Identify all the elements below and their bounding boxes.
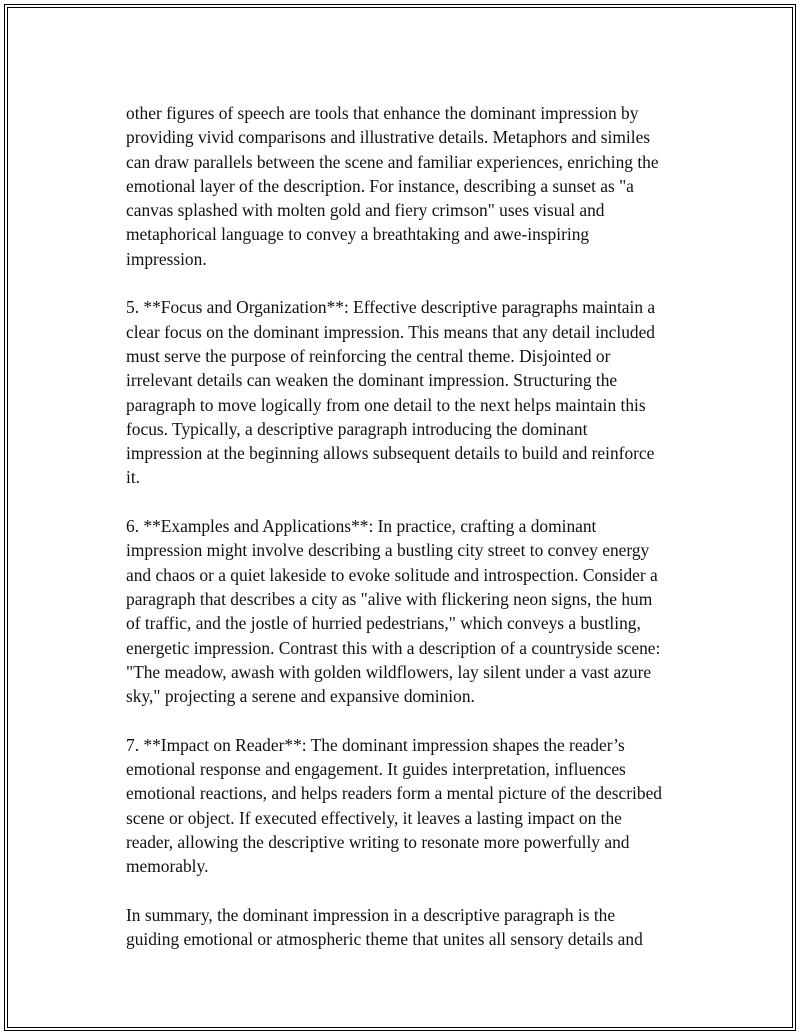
text-line: reader, allowing the descriptive writing to resonate more powerfully and — [126, 831, 630, 852]
text-line: metaphorical language to convey a breathtaking and awe-inspiring — [126, 224, 590, 245]
text-line: sky," projecting a serene and expansive dominion. — [126, 686, 475, 707]
paragraph-figures-of-speech — [126, 101, 698, 271]
text-line: memorably. — [126, 856, 209, 877]
text-line: paragraph to move logically from one detail to the next helps maintain this — [126, 394, 646, 415]
text-line: 5. **Focus and Organization**: Effective descriptive paragraphs maintain a — [126, 297, 656, 318]
text-line: energetic impression. Contrast this with a description of a countryside scene: — [126, 637, 661, 658]
paragraph-summary — [126, 903, 698, 952]
text-line: clear focus on the dominant impression. This means that any detail included — [126, 321, 655, 342]
paragraph-examples-and-applications — [126, 514, 698, 708]
text-line: impression might involve describing a bustling city street to convey energy — [126, 540, 650, 561]
text-line: of traffic, and the jostle of hurried pedestrians," which conveys a bustling, — [126, 613, 641, 634]
text-line: it. — [126, 467, 141, 488]
text-line: emotional response and engagement. It guides interpretation, influences — [126, 759, 626, 780]
text-line: must serve the purpose of reinforcing the central theme. Disjointed or — [126, 345, 611, 366]
text-line: can draw parallels between the scene and familiar experiences, enriching the — [126, 151, 659, 172]
text-line: impression at the beginning allows subsequent details to build and reinforce — [126, 443, 655, 464]
text-line: impression. — [126, 248, 207, 269]
text-line: guiding emotional or atmospheric theme that unites all sensory details and — [126, 929, 643, 950]
text-line: irrelevant details can weaken the dominant impression. Structuring the — [126, 370, 618, 391]
text-line: paragraph that describes a city as "alive with flickering neon signs, the hum — [126, 588, 653, 609]
text-line: scene or object. If executed effectively, it leaves a lasting impact on the — [126, 807, 622, 828]
text-line: focus. Typically, a descriptive paragraph introducing the dominant — [126, 418, 588, 439]
text-line: 7. **Impact on Reader**: The dominant impression shapes the reader’s — [126, 734, 625, 755]
text-line: "The meadow, awash with golden wildflowers, lay silent under a vast azure — [126, 661, 652, 682]
text-line: providing vivid comparisons and illustrative details. Metaphors and similes — [126, 127, 651, 148]
document-body — [126, 101, 698, 976]
text-line: 6. **Examples and Applications**: In practice, crafting a dominant — [126, 516, 597, 537]
text-line: canvas splashed with molten gold and fiery crimson" uses visual and — [126, 200, 605, 221]
text-line: In summary, the dominant impression in a descriptive paragraph is the — [126, 904, 616, 925]
paragraph-impact-on-reader — [126, 733, 698, 879]
text-line: emotional layer of the description. For instance, describing a sunset as "a — [126, 175, 634, 196]
text-line: emotional reactions, and helps readers form a mental picture of the described — [126, 783, 663, 804]
page-frame — [4, 4, 796, 1031]
text-line: and chaos or a quiet lakeside to evoke solitude and introspection. Consider a — [126, 564, 658, 585]
text-line: other figures of speech are tools that enhance the dominant impression by — [126, 103, 639, 123]
paragraph-focus-and-organization — [126, 295, 698, 489]
